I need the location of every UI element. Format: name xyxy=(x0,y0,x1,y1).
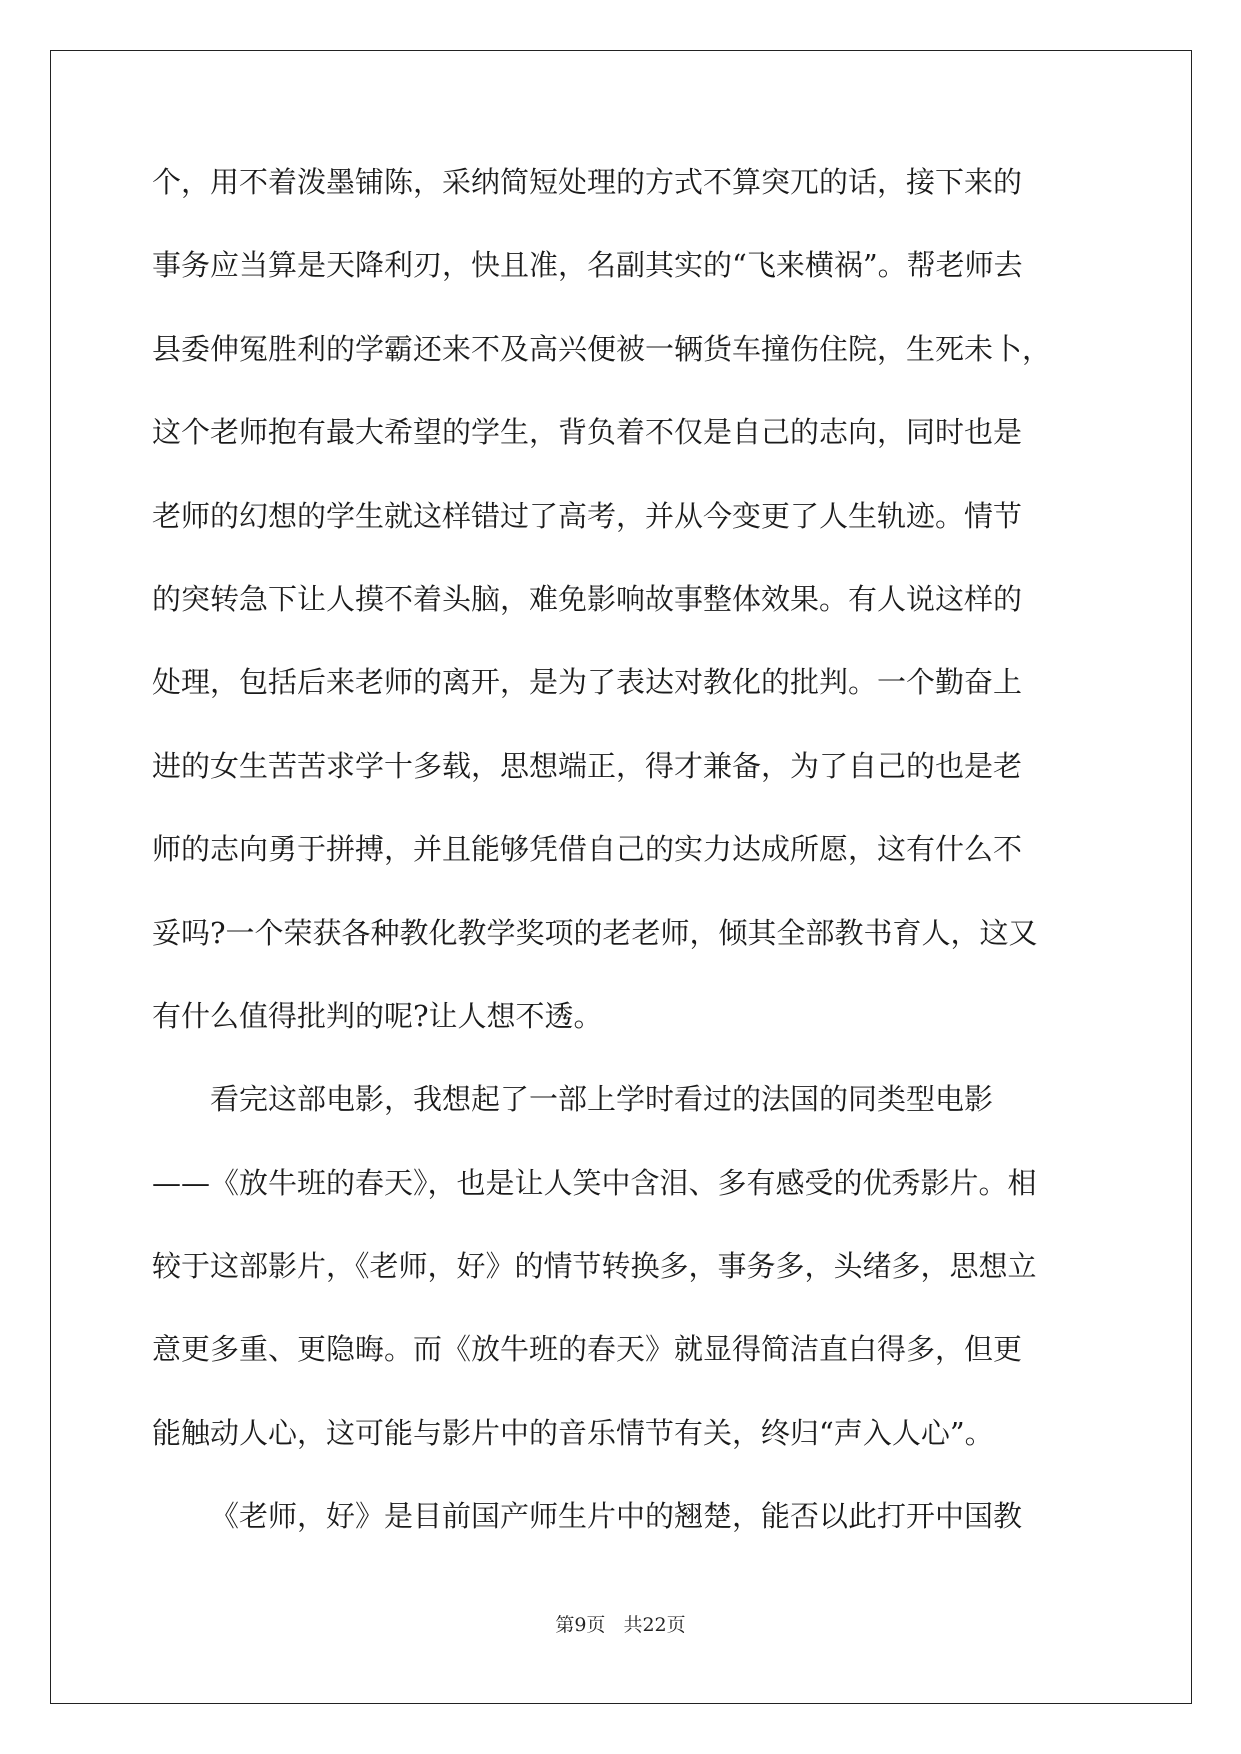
body-line: 这个老师抱有最大希望的学生，背负着不仅是自己的志向，同时也是 xyxy=(152,415,1023,450)
body-line: ——《放牛班的春天》，也是让人笑中含泪、多有感受的优秀影片。相 xyxy=(152,1165,1037,1200)
body-line: 个，用不着泼墨铺陈，采纳简短处理的方式不算突兀的话，接下来的 xyxy=(152,165,1023,199)
body-line: 事务应当算是天降利刃，快且准，名副其实的“飞来横祸”。帮老师去 xyxy=(152,248,1023,283)
body-line: 处理，包括后来老师的离开，是为了表达对教化的批判。一个勤奋上 xyxy=(152,665,1023,700)
body-line: 有什么值得批判的呢?让人想不透。 xyxy=(152,998,603,1033)
body-line: 师的志向勇于拼搏，并且能够凭借自己的实力达成所愿，这有什么不 xyxy=(152,832,1023,867)
body-line: 能触动人心，这可能与影片中的音乐情节有关，终归“声入人心”。 xyxy=(152,1415,994,1450)
paragraph-start-line: 《老师，好》是目前国产师生片中的翘楚，能否以此打开中国教 xyxy=(210,1499,1023,1534)
body-line: 老师的幻想的学生就这样错过了高考，并从今变更了人生轨迹。情节 xyxy=(152,498,1023,533)
body-line: 较于这部影片，《老师，好》的情节转换多，事务多，头绪多，思想立 xyxy=(152,1249,1037,1284)
body-line: 进的女生苦苦求学十多载，思想端正，得才兼备，为了自己的也是老 xyxy=(152,748,1023,783)
page-footer xyxy=(0,1610,1241,1637)
body-line: 县委伸冤胜利的学霸还来不及高兴便被一辆货车撞伤住院，生死未卜， xyxy=(152,331,1052,366)
body-line: 意更多重、更隐晦。而《放牛班的春天》就显得简洁直白得多，但更 xyxy=(152,1332,1023,1367)
body-line: 的突转急下让人摸不着头脑，难免影响故事整体效果。有人说这样的 xyxy=(152,581,1023,616)
document-body xyxy=(152,162,1092,1580)
page-total: 共22页 xyxy=(623,1614,686,1636)
page-number: 第9页 xyxy=(555,1614,606,1636)
body-line: 妥吗?一个荣获各种教化教学奖项的老老师，倾其全部教书育人，这又 xyxy=(152,915,1038,950)
paragraph-start-line: 看完这部电影，我想起了一部上学时看过的法国的同类型电影 xyxy=(210,1082,994,1117)
